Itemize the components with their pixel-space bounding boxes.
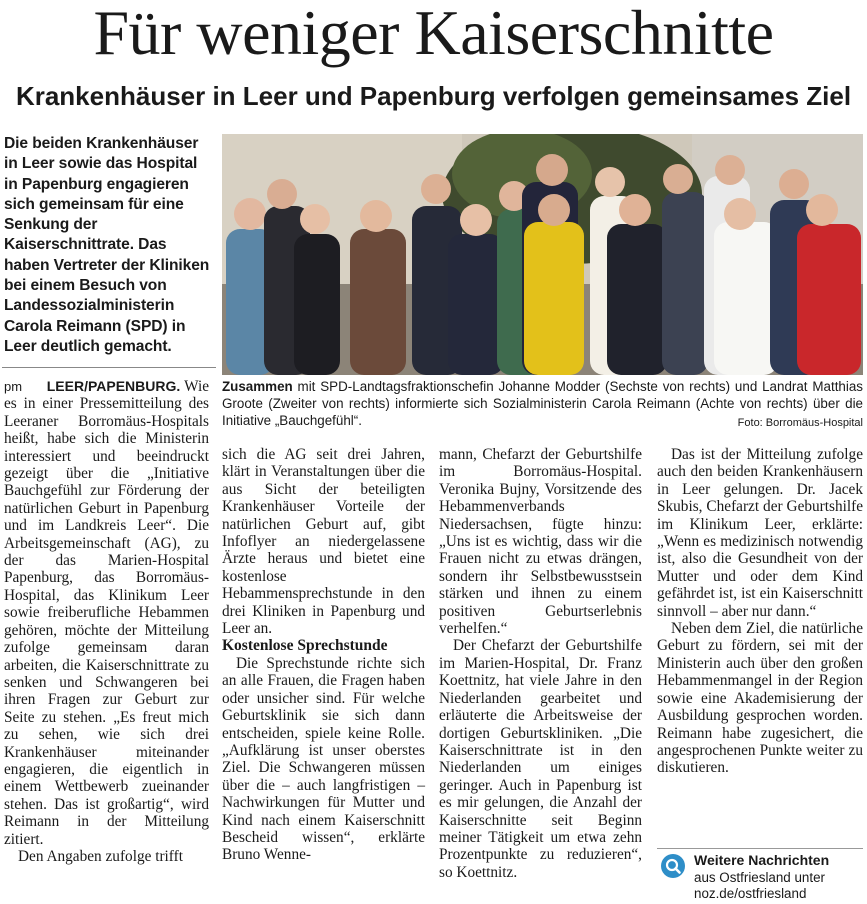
headline: Für weniger Kaiserschnitte (93, 0, 774, 68)
lead-paragraph: Die beiden Krankenhäuser in Leer sowie das Hospital in Papenburg engagieren sich gemeinsam für eine Senkung der Kaiserschnittrate. Das haben Vertreter der Kliniken bei einem Besuch von Landessozialministerin Carola Reimann (SPD) in Leer deutlich gemacht. (4, 135, 210, 355)
article-column-4 (657, 446, 863, 777)
article-paragraph: Wie es in einer Pressemitteilung des Leeraner Borromäus-Hospitals heißt, habe sich die Ministerin interessiert und beeindruckt gezeigt über die „Initiative Bauchgefühl zur Förderung der natürlichen Geburt in Papenburg und im Landkreis Leer“. Die Arbeitsgemeinschaft (AG), zu der das Marien-Hospital Papenburg, das Borromäus-Hospital, das Klinikum Leer sowie freiberufliche Hebammen gehören, möchte der Mitteilung zufolge gemeinsam daran arbeiten, die Kaiserschnittrate zu senken und Schwangeren bei ihren Fragen zur Geburt zur Seite zu stehen. „Es freut mich zu sehen, wie sich drei Krankenhäuser miteinander engagieren, die eigentlich in einem Wettbewerb zueinander stehen. Das ist großartig“, wird Reimann in der Mitteilung zitiert. (4, 378, 209, 848)
article-column-3 (439, 446, 642, 881)
article-paragraph: sich die AG seit drei Jahren, klärt in Veranstaltungen über die aus Sicht der beteiligten Krankenhäuser Vorteile der natürlichen Geburt auf, gibt Infoflyer an niedergelassene Ärzte heraus und bietet eine kostenlose Hebammensprechstunde in den drei Kliniken in Papenburg und Leer an. (222, 446, 425, 638)
article-paragraph: Der Chefarzt der Geburtshilfe im Marien-Hospital, Dr. Franz Koettnitz, hat viele Jahre in den Niederlanden gearbeitet und erläuterte die Arbeitsweise der dortigen Geburtskliniken. „Die Kaiserschnittrate ist in den Niederlanden um einiges geringer. Auch in Papenburg ist es mir gelungen, die Anzahl der Kaiserschnitte seit Beginn meiner Tätigkeit um etwa zehn Prozentpunkte zu reduzieren“, so Koettnitz. (439, 637, 642, 881)
article-paragraph: Den Angaben zufolge trifft (18, 847, 183, 865)
more-news-box[interactable] (657, 848, 863, 902)
more-news-title: Weitere Nachrichten (694, 852, 830, 868)
article-paragraph: Neben dem Ziel, die natürliche Geburt zu fördern, sei mit der Ministerin auch über den großen Hebammenmangel in der Region sowie eine Akademisierung der Ausbildung gesprochen worden. Reimann habe zugesichert, die angesprochenen Punkte weiter zu diskutieren. (657, 620, 863, 777)
section-subtitle: Kostenlose Sprechstunde (222, 637, 388, 655)
article-column-2 (222, 446, 425, 864)
article-paragraph: Die Sprechstunde richte sich an alle Frauen, die Fragen haben oder unsicher sind. Für welche Geburtsklinik sie sich dann entscheiden, spiele keine Rolle. „Aufklärung ist unser oberstes Ziel. Die Schwangeren müssen über die – auch langfristigen – Nachwirkungen für Mutter und Kind nach einem Kaiserschnitt Bescheid wissen“, erklärte Bruno Wenne- (222, 654, 425, 864)
article-column-1 (4, 378, 209, 865)
author-abbreviation: pm (4, 379, 23, 394)
photo-credit: Foto: Borromäus-Hospital (737, 417, 863, 429)
caption-text: mit SPD-Landtagsfraktionschefin Johanne Modder (Sechste von rechts) und Landrat Matthias Groote (Zweiter von rechts) informierte sich Sozialministerin Carola Reimann (Achte von rechts) über die Initiative „Bauchgefühl“. (222, 379, 863, 428)
article-paragraph: mann, Chefarzt der Geburtshilfe im Borromäus-Hospital. Veronika Bujny, Vorsitzende des Hebammenverbands Niedersachsen, fügte hinzu: „Uns ist es wichtig, dass wir die Frauen nicht zu etwas drängen, sondern ihr Selbstbewusstsein stärken und ihnen zu einem positiven Geburtserlebnis verhelfen.“ (439, 446, 642, 638)
article-paragraph: Das ist der Mitteilung zufolge auch den beiden Krankenhäusern in Leer gelungen. Dr. Jacek Skubis, Chefarzt der Geburtshilfe im Klinikum Leer, erklärte: „Wenn es medizinisch notwendig ist, also die Gesundheit von der Mutter und oder dem Kind gefährdet ist, ist ein Kaiserschnitt sinnvoll – aber nur dann.“ (657, 446, 863, 620)
more-news-text: aus Ostfriesland unter (694, 870, 825, 885)
divider (657, 848, 863, 849)
caption-lead: Zusammen (222, 379, 293, 394)
magnifier-icon (661, 854, 685, 878)
more-news-link[interactable]: noz.de/ostfriesland (694, 886, 807, 901)
dateline: LEER/PAPENBURG. (46, 378, 181, 394)
group-photo (222, 134, 863, 375)
subheadline: Krankenhäuser in Leer und Papenburg verfolgen gemeinsames Ziel (15, 81, 852, 111)
divider (2, 367, 216, 368)
